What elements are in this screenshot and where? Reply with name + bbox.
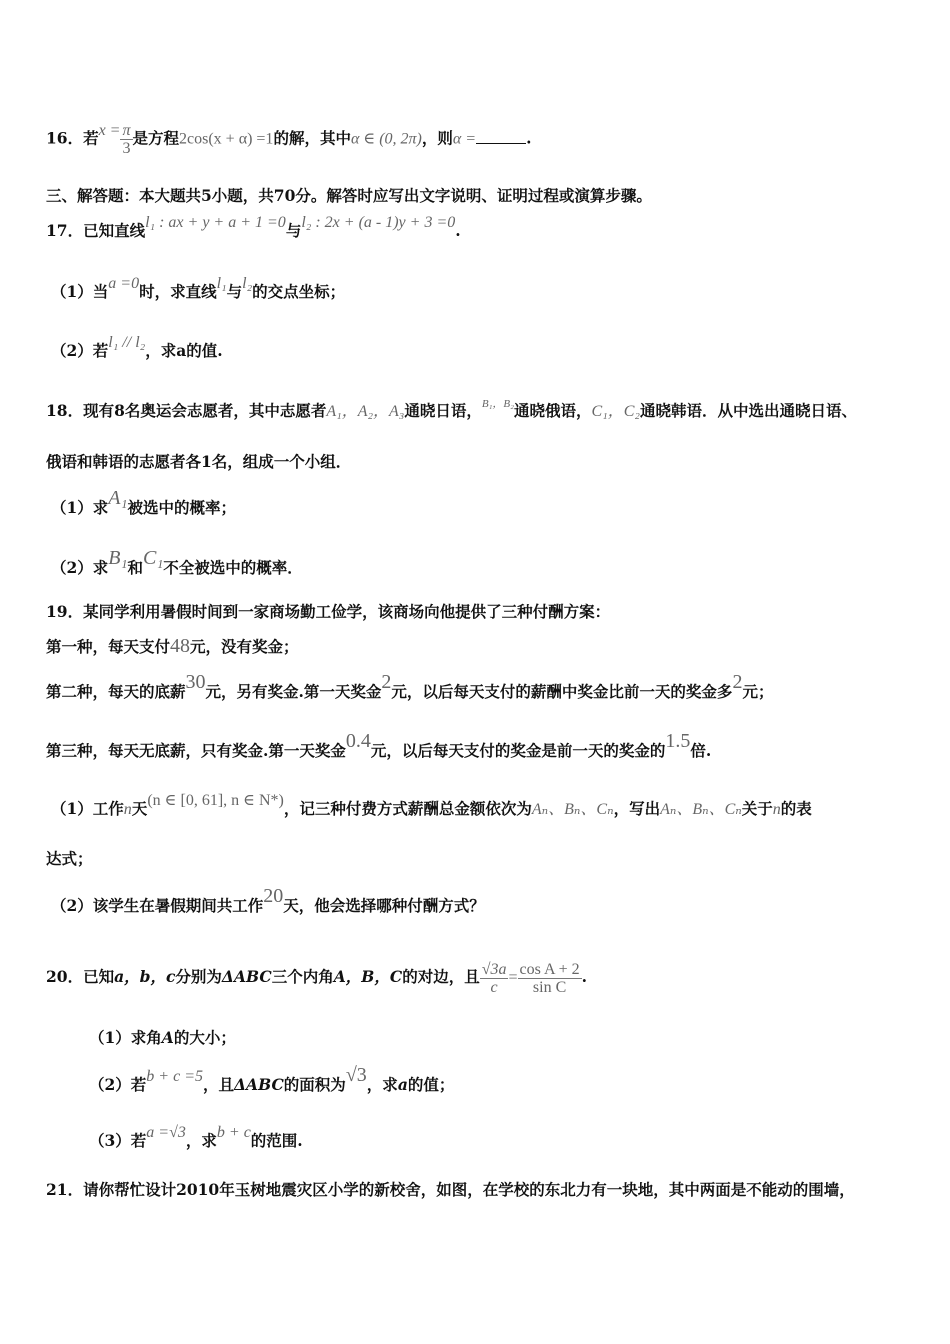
q20-text-a: 20．已知 xyxy=(46,967,115,986)
q18-p2-b1: B₁ xyxy=(108,547,128,569)
q18-p1-text-a: （1）求 xyxy=(51,498,109,517)
q18-line-2: 俄语和韩语的志愿者各1名，组成一个小组． xyxy=(46,452,352,471)
q20-p3-text-c: 的范围. xyxy=(250,1131,303,1150)
q19-s2-base-pay: 30 xyxy=(185,671,206,693)
q19-s2-text-d: 元； xyxy=(742,682,774,701)
q20-angles: A，B，C xyxy=(333,967,403,986)
question-20 xyxy=(46,957,587,998)
q20-p3-text-a: （3）若 xyxy=(89,1131,147,1150)
q19-p1-text-b: 天 xyxy=(131,799,148,818)
q17-line-l1: l₁ : ax + y + a + 1 =0 xyxy=(145,214,286,231)
q18-part-2 xyxy=(51,547,303,578)
q18-text-b: 通晓日语， xyxy=(404,401,482,420)
q18-p2-text-b: 不全被选中的概率． xyxy=(163,558,303,577)
q18-korean-volunteers: C₁，C₂ xyxy=(591,403,640,420)
q18-p2-c1: C₁ xyxy=(142,547,164,569)
q19-p1-condition: (n ∈ [0, 61], n ∈ N*) xyxy=(147,792,284,809)
q20-p2-text-d: ，求 xyxy=(366,1075,398,1094)
q20-p2-area: √3 xyxy=(345,1064,367,1086)
q17-p1-l1: l₁ xyxy=(216,275,227,292)
q16-domain: α ∈ (0, 2π) xyxy=(350,130,422,148)
q20-fraction-right xyxy=(518,961,582,996)
q19-p1-text-e: 关于 xyxy=(741,799,773,818)
q19-p1-text-c: ，记三种付费方式薪酬总金额依次为 xyxy=(283,799,532,818)
section-3-heading: 三、解答题：本大题共5小题，共70分。解答时应写出文字说明、证明过程或演算步骤。 xyxy=(46,186,652,205)
q18-text-a: 18．现有8名奥运会志愿者，其中志愿者 xyxy=(46,401,327,420)
q20-p1-text-b: 的大小； xyxy=(173,1028,236,1047)
question-21: 21．请你帮忙设计2010年玉树地震灾区小学的新校舍，如图，在学校的东北力有一块地，其中两面是不能动的围墙， xyxy=(46,1180,855,1199)
q20-fraction-left-den: c xyxy=(490,978,498,996)
q20-p2-side-a: a xyxy=(397,1075,408,1094)
q16-denominator: 3 xyxy=(122,140,131,157)
q17-p1-text-b: 时，求直线 xyxy=(139,282,217,301)
q16-alpha: α = xyxy=(452,130,477,148)
q20-fraction-right-den: sin C xyxy=(532,978,567,996)
q20-part-3 xyxy=(89,1124,303,1152)
q16-text-2: 的解，其中 xyxy=(273,128,351,148)
q19-p1-n-2: n xyxy=(772,801,781,818)
q16-number: 16．若 xyxy=(46,128,99,148)
q20-p2-text-e: 的值； xyxy=(407,1075,455,1094)
q19-scheme-1 xyxy=(46,636,299,657)
q20-part-1 xyxy=(89,1028,236,1048)
q17-p2-condition: l₁ // l₂ xyxy=(108,334,146,351)
q20-fraction-right-num: cos A + 2 xyxy=(519,960,580,978)
q18-text-d: 通晓韩语．从中选出通晓日语、 xyxy=(639,401,857,420)
q19-p2-text-a: （2）该学生在暑假期间共工作 xyxy=(51,896,264,915)
q19-p1-totals: Aₙ、Bₙ、Cₙ xyxy=(531,801,614,818)
q20-p2-text-b: ，且 xyxy=(203,1075,235,1094)
q19-s1-value: 48 xyxy=(170,635,191,657)
q20-part-2 xyxy=(89,1064,455,1096)
q20-fraction-left-num: √3a xyxy=(481,960,507,978)
q20-p2-condition: b + c =5 xyxy=(146,1068,203,1085)
q17-and: 与 xyxy=(285,221,302,240)
q16-end: . xyxy=(526,128,532,148)
q20-p2-triangle: ΔABC xyxy=(234,1075,284,1094)
q19-s2-text-a: 第二种，每天的底薪 xyxy=(46,682,186,701)
q20-equals: = xyxy=(508,969,518,986)
q19-s3-text-b: 元，以后每天支付的奖金是前一天的奖金的 xyxy=(370,741,666,760)
q20-p3-sum: b + c xyxy=(216,1124,251,1141)
q16-pi-over-3 xyxy=(120,122,132,157)
q20-p1-angle: A xyxy=(161,1028,174,1047)
q19-part-2 xyxy=(51,885,485,916)
q20-p2-text-c: 的面积为 xyxy=(283,1075,346,1094)
q19-s3-ratio: 1.5 xyxy=(665,730,691,752)
q16-answer-blank[interactable] xyxy=(476,129,526,144)
q16-text-3: ，则 xyxy=(421,128,453,148)
q18-russian-volunteers: B₁，B₂ xyxy=(481,398,514,410)
q16-x-equals: x = xyxy=(98,121,121,139)
q17-p1-text-a: （1）当 xyxy=(51,282,109,301)
question-17 xyxy=(46,214,461,242)
q18-p1-a1: A₁ xyxy=(108,487,128,509)
q17-p1-condition: a =0 xyxy=(108,275,140,292)
question-19-intro: 19．某同学利用暑假时间到一家商场勤工俭学，该商场向他提供了三种付酬方案： xyxy=(46,602,611,621)
q20-text-c: 三个内角 xyxy=(271,967,334,986)
q18-p2-and: 和 xyxy=(127,558,143,577)
q19-s2-increment: 2 xyxy=(732,671,743,693)
q19-s3-first-bonus: 0.4 xyxy=(345,730,371,752)
q19-p1-text-f: 的表 xyxy=(780,799,812,818)
q19-s1-text-b: 元，没有奖金； xyxy=(190,637,299,656)
q16-equation: 2cos(x + α) =1 xyxy=(179,130,274,148)
q17-part-2 xyxy=(51,334,223,362)
q17-p1-text-c: 与 xyxy=(226,282,243,301)
question-18 xyxy=(46,398,857,423)
q17-end: . xyxy=(455,221,461,240)
q19-s1-text-a: 第一种，每天支付 xyxy=(46,637,171,656)
q20-p3-condition: a =√3 xyxy=(146,1124,186,1141)
q18-japanese-volunteers: A₁，A₂，A₃ xyxy=(326,403,405,420)
q20-p1-text-a: （1）求角 xyxy=(89,1028,162,1047)
q20-text-d: 的对边，且 xyxy=(402,967,480,986)
q19-p2-days: 20 xyxy=(263,885,284,907)
q19-p1-line-2: 达式； xyxy=(46,849,93,868)
q19-p1-n: n xyxy=(123,801,132,818)
q18-p2-text-a: （2）求 xyxy=(51,558,109,577)
q20-p2-text-a: （2）若 xyxy=(89,1075,147,1094)
q17-part-1 xyxy=(51,275,346,303)
q19-part-1 xyxy=(51,792,812,820)
q19-s2-text-b: 元，另有奖金.第一天奖金 xyxy=(205,682,382,701)
q18-text-c: 通晓俄语， xyxy=(513,401,592,420)
q20-text-b: 分别为 xyxy=(175,967,222,986)
q20-end: . xyxy=(581,967,588,986)
q16-numerator: π xyxy=(122,122,131,139)
q19-p1-text-d: ，写出 xyxy=(613,799,661,818)
q20-triangle: ΔABC xyxy=(221,967,272,986)
q20-sides: a，b，c xyxy=(114,967,176,986)
q17-p2-text-a: （2）若 xyxy=(51,341,109,360)
q19-scheme-2 xyxy=(46,671,774,702)
q17-number: 17．已知直线 xyxy=(46,221,146,240)
q17-p2-text-b: ，求a的值. xyxy=(145,341,223,360)
q19-s3-text-c: 倍. xyxy=(690,741,712,760)
q19-p2-text-b: 天，他会选择哪种付酬方式？ xyxy=(283,896,485,915)
q18-p1-text-b: 被选中的概率； xyxy=(127,498,236,517)
q19-scheme-3 xyxy=(46,730,712,761)
q19-p1-totals-2: Aₙ、Bₙ、Cₙ xyxy=(660,801,742,818)
q20-p3-text-b: ，求 xyxy=(185,1131,217,1150)
q17-p1-l2: l₂ xyxy=(242,275,253,292)
q17-line-l2: l₂ : 2x + (a - 1)y + 3 =0 xyxy=(301,214,456,231)
q19-s3-text-a: 第三种，每天无底薪，只有奖金.第一天奖金 xyxy=(46,741,346,760)
question-16 xyxy=(46,122,532,157)
q16-text-1: 是方程 xyxy=(132,128,180,148)
q20-fraction-left xyxy=(480,961,509,996)
q19-p1-text-a: （1）工作 xyxy=(51,799,124,818)
q18-part-1 xyxy=(51,487,236,518)
q19-s2-first-bonus: 2 xyxy=(381,671,392,693)
q17-p1-text-d: 的交点坐标； xyxy=(252,282,346,301)
q19-s2-text-c: 元，以后每天支付的薪酬中奖金比前一天的奖金多 xyxy=(391,682,733,701)
